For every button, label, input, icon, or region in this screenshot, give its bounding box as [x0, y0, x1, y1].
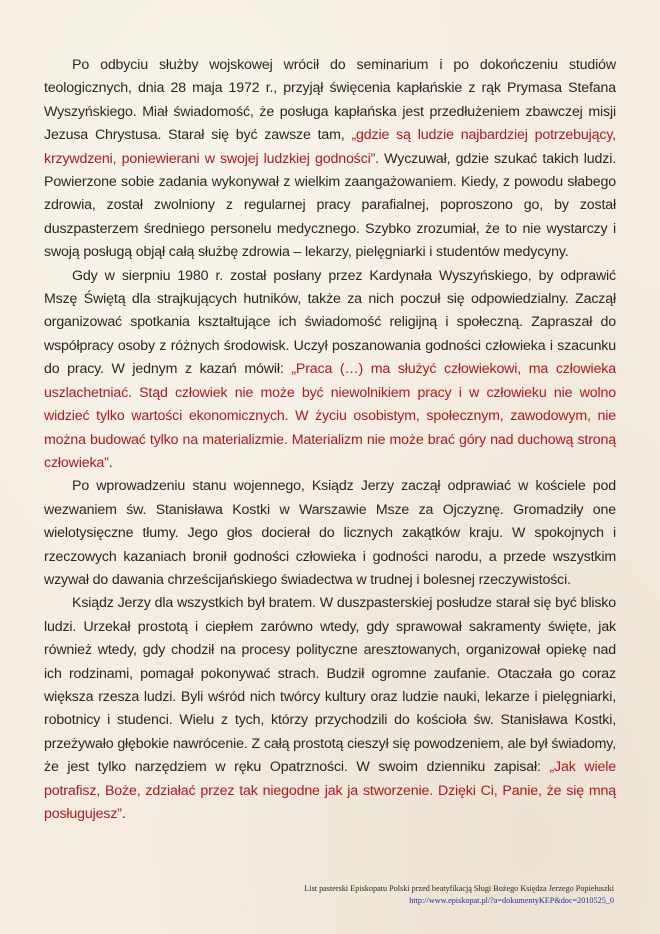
letter-body: [44, 54, 616, 826]
paragraph-4-text-b: .: [121, 806, 126, 822]
source-footer: [304, 883, 614, 907]
paragraph-2: [44, 265, 616, 476]
paragraph-3: [44, 475, 616, 592]
paragraph-1-quote: „gdzie są ludzie najbardziej potrzebujący, krzywdzeni, poniewierani w swojej ludzkiej godności”: [44, 127, 616, 167]
paragraph-1-text-b: . Wyczuwał, gdzie szukać takich ludzi. Powierzone sobie zadania wykonywał z wielkim zaangażowaniem. Kiedy, z powodu słabego zdrowia, został zwolniony z regularnej pracy parafialnej, poproszono go, by został duszpasterzem średniego personelu medycznego. Szybko zrozumiał, że to nie wystarczy i swoją posługą objął całą służbę zdrowia – lekarzy, pielęgniarki i studentów medycyny.: [44, 150, 616, 261]
paragraph-4-text-a: Ksiądz Jerzy dla wszystkich był bratem. W duszpasterskiej posłudze starał się być blisko ludzi. Urzekał prostotą i ciepłem zarówno wtedy, gdy sprawował sakramenty święte, jak również wtedy, gdy chodził na procesy polityczne aresztowanych, organizował opiekę nad ich rodzinami, pomagał pokonywać strach. Budził ogromne zaufanie. Otaczała go coraz większa rzesza ludzi. Byli wśród nich twórcy kultury oraz ludzie nauki, lekarze i pielęgniarki, robotnicy i studenci. Wielu z tych, którzy przychodzili do kościoła św. Stanisława Kostki, przeżywało głębokie nawrócenie. Z całą prostotą cieszył się powodzeniem, ale był świadomy, że jest tylko narzędziem w ręku Opatrzności. W swoim dzienniku zapisał:: [44, 595, 616, 776]
paragraph-2-text-a: Gdy w sierpniu 1980 r. został posłany przez Kardynała Wyszyńskiego, by odprawić Mszę Świętą dla strajkujących hutników, także za nich poczuł się odpowiedzialny. Zaczął organizować spotkania kształtujące ich świadomość religijną i społeczną. Zapraszał do współpracy osoby z różnych środowisk. Uczył poszanowania godności człowieka i szacunku do pracy. W jednym z kazań mówił:: [44, 267, 616, 378]
paragraph-1-text-a: Po odbyciu służby wojskowej wrócił do seminarium i po dokończeniu studiów teologicznych, dnia 28 maja 1972 r., przyjął święcenia kapłańskie z rąk Prymasa Stefana Wyszyńskiego. Miał świadomość, że posługa kapłańska jest przedłużeniem zbawczej misji Jezusa Chrystusa. Starał się być zawsze tam,: [44, 57, 616, 144]
paragraph-1: [44, 54, 616, 265]
paragraph-4: [44, 592, 616, 826]
paragraph-3-text: Po wprowadzeniu stanu wojennego, Ksiądz Jerzy zaczął odprawiać w kościele pod wezwaniem św. Stanisława Kostki w Warszawie Msze za Ojczyznę. Gromadziły one wielotysięczne tłumy. Jego głos docierał do licznych zakątków kraju. W spokojnych i rzeczowych kazaniach bronił godności człowieka i godności narodu, a przede wszystkim wzywał do dawania chrześcijańskiego świadectwa w trudnej i bolesnej rzeczywistości.: [44, 478, 616, 588]
source-link[interactable]: http://www.episkopat.pl/?a=dokumentyKEP&doc=2010525_0: [409, 896, 614, 905]
paragraph-2-quote: „Praca (…) ma służyć człowiekowi, ma człowieka uszlachetniać. Stąd człowiek nie może być niewolnikiem pracy i w człowieku nie wolno widzieć tylko wartości ekonomicznych. W życiu osobistym, społecznym, zawodowym, nie można budować tylko na materializmie. Materializm nie może brać góry nad duchową stroną człowieka”: [44, 361, 616, 471]
paragraph-2-text-b: .: [108, 454, 113, 471]
source-citation: List pasterski Episkopatu Polski przed beatyfikacją Sługi Bożego Księdza Jerzego Popiełuszki: [304, 884, 614, 893]
paragraph-4-quote: „Jak wiele potrafisz, Boże, zdziałać przez tak niegodne jak ja stworzenie. Dzięki Ci, Panie, że się mną posługujesz”: [44, 759, 616, 822]
